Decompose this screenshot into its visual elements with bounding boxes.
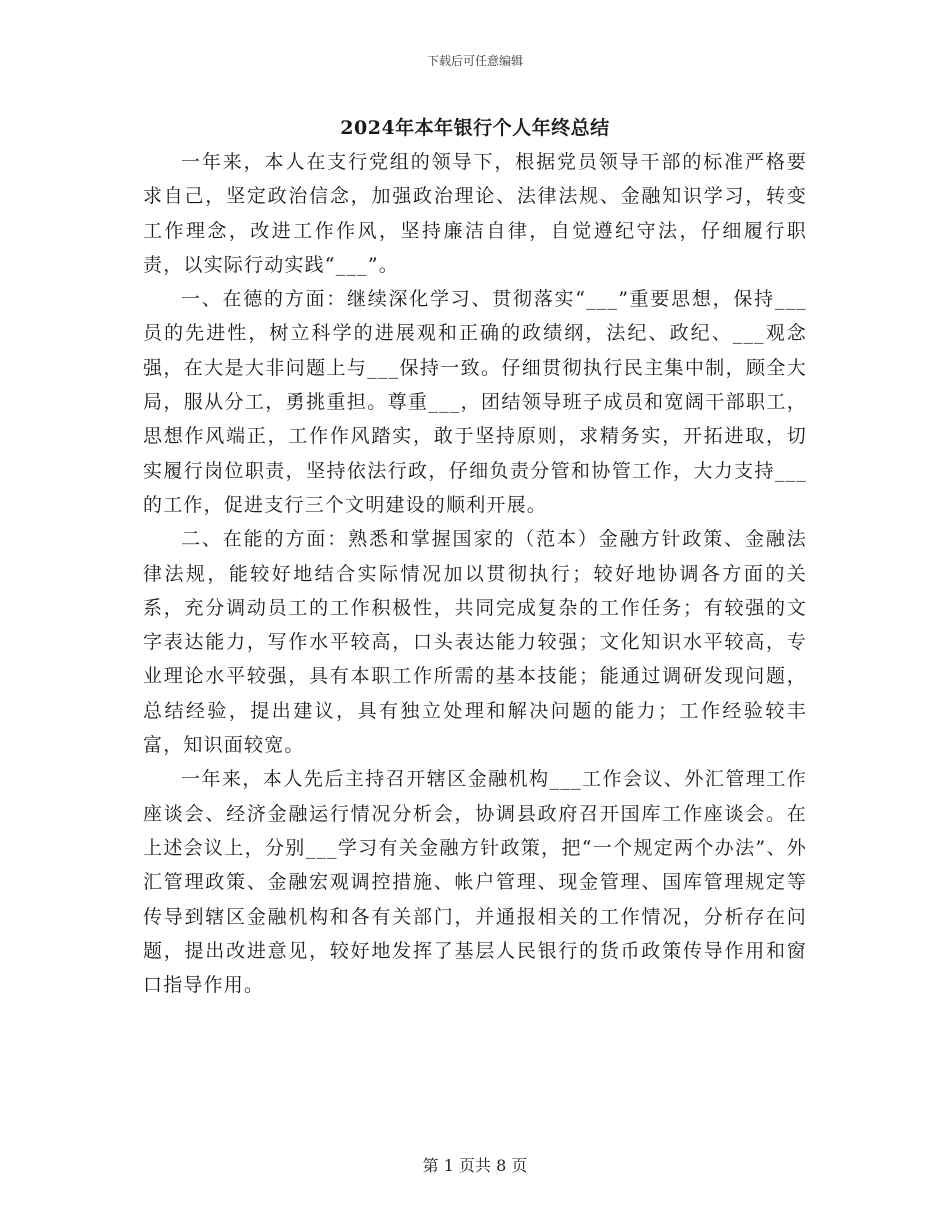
document-title: 2024年本年银行个人年终总结: [340, 117, 610, 139]
paragraph-intro: 一年来，本人在支行党组的领导下，根据党员领导干部的标准严格要求自己，坚定政治信念，加强政治理论、法律法规、金融知识学习，转变工作理念，改进工作作风，坚持廉洁自律，自觉遵纪守法，仔细履行职责，以实际行动实践“___”。: [143, 151, 807, 276]
document-body: [143, 145, 807, 1002]
page-number: 第 1 页共 8 页: [422, 1156, 528, 1175]
paragraph-ability: 二、在能的方面：熟悉和掌握国家的（范本）金融方针政策、金融法律法规，能较好地结合实际情况加以贯彻执行；较好地协调各方面的关系，充分调动员工的工作积极性，共同完成复杂的工作任务；有较强的文字表达能力，写作水平较高，口头表达能力较强；文化知识水平较高，专业理论水平较强，具有本职工作所需的基本技能；能通过调研发现问题，总结经验，提出建议，具有独立处理和解决问题的能力；工作经验较丰富，知识面较宽。: [143, 528, 807, 757]
header-note: 下载后可任意编辑: [426, 54, 523, 68]
paragraph-meetings: 一年来，本人先后主持召开辖区金融机构___工作会议、外汇管理工作座谈会、经济金融运行情况分析会，协调县政府召开国库工作座谈会。在上述会议上，分别___学习有关金融方针政策，把“一个规定两个办法”、外汇管理政策、金融宏观调控措施、帐户管理、现金管理、国库管理规定等传导到辖区金融机构和各有关部门，并通报相关的工作情况，分析存在问题，提出改进意见，较好地发挥了基层人民银行的货币政策传导作用和窗口指导作用。: [143, 768, 807, 997]
paragraph-morality: 一、在德的方面：继续深化学习、贯彻落实“___”重要思想，保持___员的先进性，树立科学的进展观和正确的政绩纲，法纪、政纪、___观念强，在大是大非问题上与___保持一致。仔细贯彻执行民主集中制，顾全大局，服从分工，勇挑重担。尊重___，团结领导班子成员和宽阔干部职工，思想作风端正，工作作风踏实，敢于坚持原则，求精务实，开拓进取，切实履行岗位职责，坚持依法行政，仔细负责分管和协管工作，大力支持___的工作，促进支行三个文明建设的顺利开展。: [143, 288, 807, 516]
